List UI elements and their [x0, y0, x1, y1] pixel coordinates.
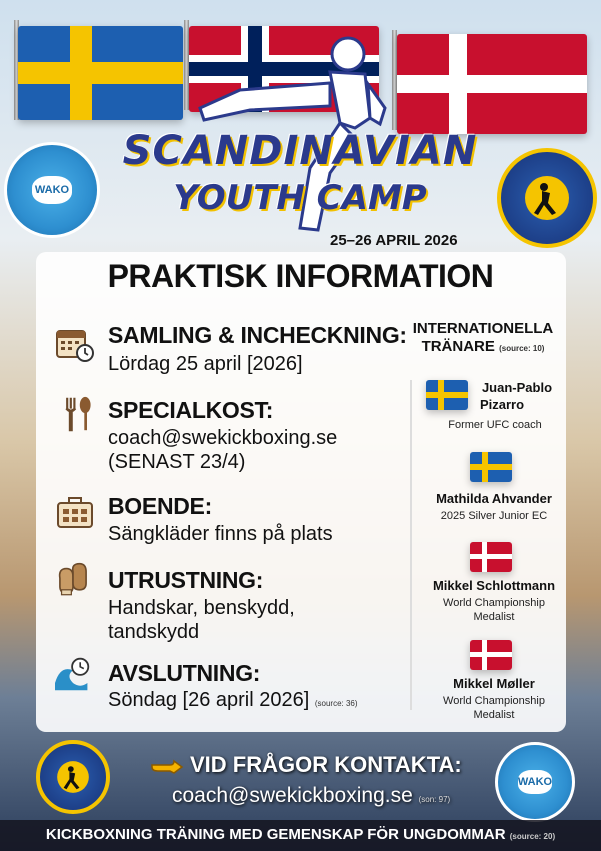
coach-role: World Championship	[443, 695, 545, 707]
item-title-equipment: UTRUSTNING:	[108, 567, 264, 593]
sweden-flag-icon	[470, 452, 512, 482]
item-title-special-diet: SPECIALKOST:	[108, 397, 274, 423]
wako-seal-text: WAKO	[518, 770, 551, 794]
coach-role: 2025 Silver Junior EC	[440, 510, 548, 522]
denmark-flag-icon	[470, 542, 512, 572]
wako-seal-logo	[4, 142, 100, 238]
boxing-gloves-icon	[53, 562, 93, 598]
fighter-emblem-icon	[55, 759, 91, 795]
bag-icon	[55, 494, 95, 530]
sweden-flag-icon	[18, 26, 183, 120]
camp-title-line2: YOUTH CAMP	[173, 178, 427, 218]
tagline-text: KICKBOXNING TRÄNING MED GEMENSKAP FÖR UNGDOMMAR	[45, 826, 506, 843]
coaches-heading-line2: TRÄNARE	[421, 338, 495, 355]
coach-role: Medalist	[473, 709, 515, 721]
coach-role: Former UFC coach	[448, 419, 542, 431]
camp-title-line1: SCANDINAVIAN	[122, 128, 478, 174]
item-text-equipment: Handskar, benskydd,	[108, 597, 295, 619]
item-text-closing	[108, 688, 358, 716]
coaches-heading	[408, 320, 558, 358]
fighter-emblem-icon	[522, 173, 572, 223]
coach-role: Medalist	[473, 611, 515, 623]
item-title-accommodation: BOENDE:	[108, 493, 212, 519]
coaches-divider	[410, 380, 412, 710]
wako-seal-logo	[495, 742, 575, 822]
denmark-flag-icon	[397, 34, 587, 134]
calendar-clock-icon	[55, 326, 95, 362]
fork-spoon-icon	[58, 396, 98, 432]
coach-role: World Championship	[443, 597, 545, 609]
wave-clock-icon	[53, 656, 93, 692]
camp-dates: 25–26 APRIL 2026	[330, 232, 458, 249]
page-title: PRAKTISK INFORMATION	[107, 258, 494, 294]
contact-heading: VID FRÅGOR KONTAKTA:	[190, 752, 462, 777]
item-title-closing: AVSLUTNING:	[108, 660, 261, 686]
contact-email-link[interactable]: coach@swekickboxing.se	[172, 784, 413, 807]
denmark-flag-icon	[470, 640, 512, 670]
item-text-special-diet-deadline: (SENAST 23/4)	[108, 451, 246, 473]
item-title-checkin: SAMLING & INCHECKNING:	[108, 322, 407, 348]
source-note: (source: 36)	[314, 699, 358, 708]
coaches-heading-line2-wrap	[408, 338, 558, 358]
source-note: (source: 10)	[499, 344, 545, 353]
coach-name: Mikkel Schlottmann	[432, 578, 556, 593]
coach-name: Pizarro	[479, 397, 525, 412]
swedish-federation-seal-logo	[497, 148, 597, 248]
item-text-accommodation: Sängkläder finns på plats	[108, 523, 333, 545]
source-note: (source: 20)	[509, 832, 556, 841]
item-text-closing-date: Söndag [26 april 2026]	[108, 689, 310, 711]
item-text-checkin: Lördag 25 april [2026]	[108, 353, 303, 375]
tagline	[0, 826, 601, 843]
wako-seal-text: WAKO	[32, 176, 73, 205]
swedish-federation-seal-logo	[36, 740, 110, 814]
item-text-special-diet: coach@swekickboxing.se	[108, 427, 338, 449]
coach-name: Mikkel Møller	[453, 676, 535, 691]
item-text-equipment-line2: tandskydd	[108, 621, 200, 643]
sweden-flag-icon	[426, 380, 468, 410]
pointing-hand-icon	[150, 755, 184, 779]
coaches-heading-line1: INTERNATIONELLA	[412, 320, 554, 337]
contact-email[interactable]	[172, 784, 450, 808]
source-note: (son: 97)	[418, 795, 451, 804]
coach-name: Juan-Pablo	[481, 380, 553, 395]
coach-name: Mathilda Ahvander	[436, 491, 552, 506]
